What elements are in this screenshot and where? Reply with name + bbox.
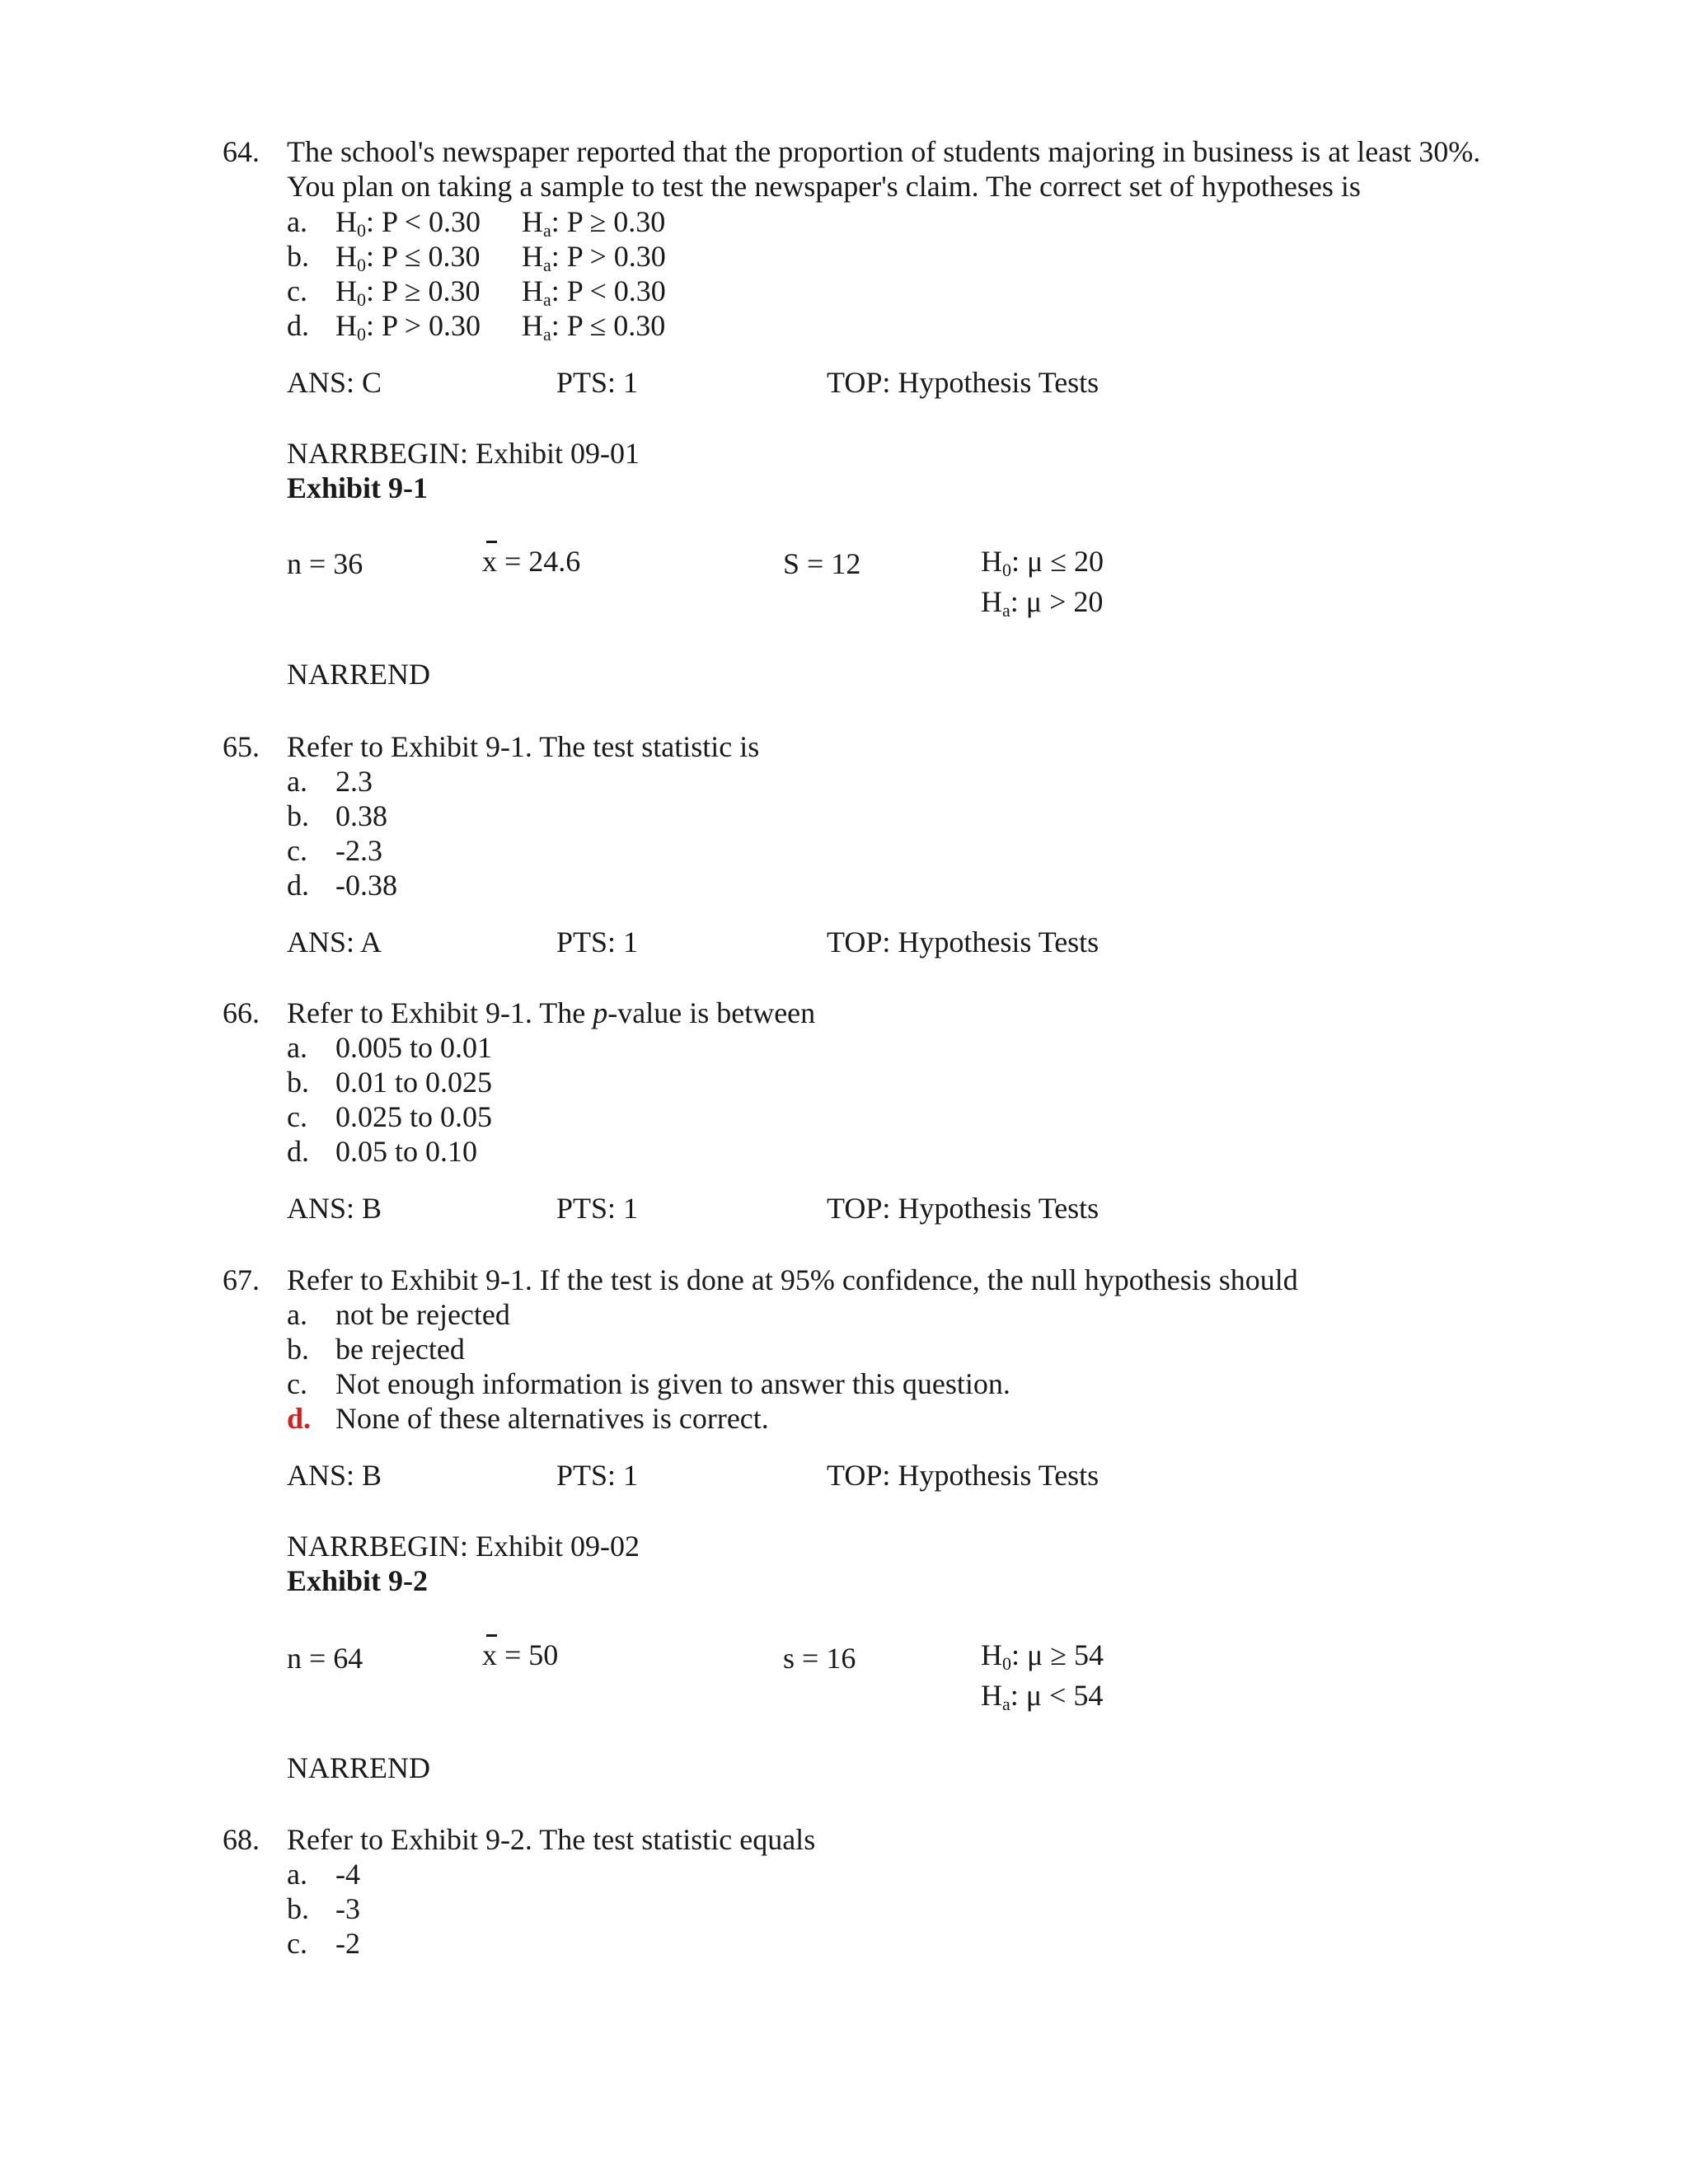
- option-text: 2.3: [335, 765, 373, 798]
- alternative-hypothesis: $H_a$: μ > 20: [981, 585, 1104, 621]
- topic-label: TOP: Hypothesis Tests: [827, 366, 1100, 399]
- null-hypothesis: $H_0$: μ ≤ 20: [981, 545, 1104, 580]
- narrbegin-label: NARRBEGIN: Exhibit 09-02: [287, 1530, 640, 1563]
- option-letter: c.: [287, 834, 307, 867]
- question-number: 65.: [223, 730, 260, 763]
- narrbegin-label: NARRBEGIN: Exhibit 09-01: [287, 437, 640, 470]
- option-letter: d.: [287, 1135, 309, 1168]
- points-label: PTS: 1: [556, 1192, 639, 1225]
- question-text: Refer to Exhibit 9-1. The test statistic is: [287, 730, 760, 763]
- option-letter: d.: [287, 309, 309, 342]
- question-number: 67.: [223, 1263, 260, 1296]
- standard-deviation: S = 12: [783, 547, 861, 580]
- option-text: 0.05 to 0.10: [335, 1135, 478, 1168]
- option-text: -4: [335, 1858, 360, 1891]
- option-letter: c.: [287, 1100, 307, 1133]
- points-label: PTS: 1: [556, 366, 639, 399]
- option-letter: a.: [287, 1858, 307, 1891]
- sample-mean: x = 50: [482, 1638, 559, 1671]
- answer-label: ANS: B: [287, 1192, 382, 1225]
- option-letter: d.: [287, 869, 309, 902]
- narrend-label: NARREND: [287, 658, 431, 691]
- topic-label: TOP: Hypothesis Tests: [827, 1459, 1100, 1492]
- topic-label: TOP: Hypothesis Tests: [827, 926, 1100, 958]
- sample-mean: x = 24.6: [482, 545, 581, 578]
- narrend-label: NARREND: [287, 1751, 431, 1784]
- option-letter: c.: [287, 1927, 307, 1960]
- question-text: Refer to Exhibit 9-1. If the test is done at 95% confidence, the null hypothesis should: [287, 1263, 1298, 1296]
- option-letter: b.: [287, 1892, 309, 1925]
- alternative-hypothesis: $H_a$: μ < 54: [981, 1679, 1104, 1714]
- exhibit-title: Exhibit 9-1: [287, 471, 429, 504]
- null-hypothesis: $H_0$: μ ≥ 54: [981, 1638, 1104, 1674]
- option-text: 0.01 to 0.025: [335, 1066, 493, 1099]
- option-h0: $H_0$: P ≤ 0.30: [335, 240, 481, 275]
- option-letter: a.: [287, 765, 307, 798]
- option-letter: b.: [287, 799, 309, 832]
- points-label: PTS: 1: [556, 926, 639, 958]
- question-number: 68.: [223, 1823, 260, 1856]
- option-letter-highlighted: d.: [287, 1402, 312, 1435]
- option-letter: a.: [287, 205, 307, 238]
- standard-deviation: s = 16: [783, 1642, 856, 1675]
- option-letter: b.: [287, 1333, 309, 1366]
- option-text: 0.005 to 0.01: [335, 1031, 493, 1064]
- option-text: not be rejected: [335, 1298, 510, 1331]
- question-text-line: The school's newspaper reported that the proportion of students majoring in business is at least 30%.: [287, 135, 1481, 168]
- option-text: -0.38: [335, 869, 397, 902]
- option-text: -2: [335, 1927, 360, 1960]
- answer-label: ANS: A: [287, 926, 382, 958]
- points-label: PTS: 1: [556, 1459, 639, 1492]
- option-text: -3: [335, 1892, 360, 1925]
- question-text: Refer to Exhibit 9-1. The p-value is between: [287, 996, 816, 1029]
- option-letter: b.: [287, 1066, 309, 1099]
- option-text: 0.38: [335, 799, 387, 832]
- answer-label: ANS: B: [287, 1459, 382, 1492]
- option-h0: $H_0$: P > 0.30: [335, 309, 481, 344]
- topic-label: TOP: Hypothesis Tests: [827, 1192, 1100, 1225]
- option-ha: $H_a$: P ≤ 0.30: [522, 309, 666, 344]
- option-h0: $H_0$: P < 0.30: [335, 205, 481, 241]
- option-text: -2.3: [335, 834, 382, 867]
- option-ha: $H_a$: P < 0.30: [522, 274, 666, 310]
- sample-size: n = 64: [287, 1642, 363, 1675]
- option-ha: $H_a$: P > 0.30: [522, 240, 666, 275]
- option-text: None of these alternatives is correct.: [335, 1402, 769, 1435]
- option-letter: a.: [287, 1298, 307, 1331]
- question-number: 64.: [223, 135, 260, 168]
- answer-label: ANS: C: [287, 366, 382, 399]
- exhibit-title: Exhibit 9-2: [287, 1564, 429, 1597]
- option-letter: c.: [287, 274, 307, 307]
- sample-size: n = 36: [287, 547, 363, 580]
- question-text-line: You plan on taking a sample to test the newspaper's claim. The correct set of hypotheses is: [287, 170, 1361, 203]
- question-number: 66.: [223, 996, 260, 1029]
- option-text: be rejected: [335, 1333, 465, 1366]
- question-text: Refer to Exhibit 9-2. The test statistic equals: [287, 1823, 816, 1856]
- option-letter: b.: [287, 240, 309, 273]
- option-text: Not enough information is given to answer this question.: [335, 1367, 1010, 1400]
- option-ha: $H_a$: P ≥ 0.30: [522, 205, 666, 241]
- option-letter: c.: [287, 1367, 307, 1400]
- option-text: 0.025 to 0.05: [335, 1100, 493, 1133]
- option-h0: $H_0$: P ≥ 0.30: [335, 274, 481, 310]
- option-letter: a.: [287, 1031, 307, 1064]
